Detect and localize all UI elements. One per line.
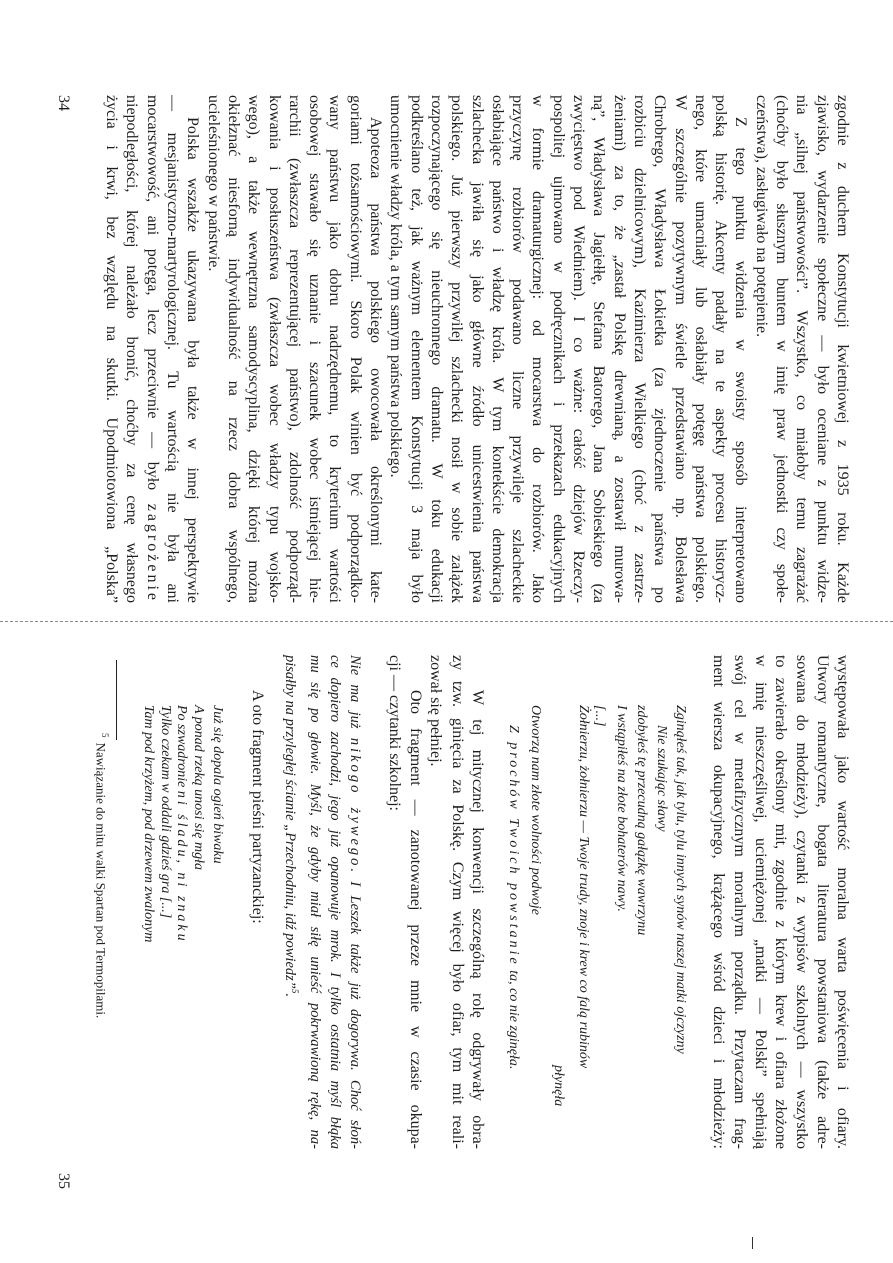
text-line: Z tego punktu widzenia w swoisty sposób interpretowano xyxy=(732,117,750,603)
text-line: Utwory romantyczne, bogata literatura powstaniowa (także adre- xyxy=(814,655,831,1149)
text-line: Oto fragment — zanotowanej przeze mnie w czasie okupa- xyxy=(407,690,424,1149)
text-line: rozbiciu dzielnicowym), Kazimierza Wielkiego (choć z zastrze- xyxy=(631,95,648,603)
text-line: zgodnie z duchem Konstytucji kwietniowej z 1935 roku. Każde xyxy=(834,95,851,603)
text-line: to zawierało określony mit, zgodnie z którym krew i ofiara złożone xyxy=(772,655,789,1149)
text-line: ną”, Władysława Jagiełłę, Stefana Batorego, Jana Sobieskiego (za xyxy=(590,95,608,603)
text-line: występowała jako wartość moralna warta poświęcenia i ofiary. xyxy=(834,655,851,1149)
text-line: w formie dramaturgicznej: od mocarstwa do rozbiorów. Jako xyxy=(529,95,547,603)
right-page xyxy=(0,625,893,1263)
text-line: zwycięstwo pod Wiedniem). I co ważne: całość dziejów Rzeczy- xyxy=(570,95,588,603)
footnote xyxy=(93,733,110,1018)
text-line: zował się pełniej. xyxy=(427,655,444,767)
text-line: goriami tożsamościowymi. Skoro Polak winien być podporządko- xyxy=(346,95,364,603)
text-line: — mesjanistyczno-martyrologicznej. Tu wartością nie była ani xyxy=(164,95,182,603)
text-line: ment wiersza okupacyjnego, krążącego wśród dzieci i młodzieży: xyxy=(710,655,727,1149)
footnote-reference[interactable]: 5 xyxy=(290,988,300,994)
text-line: cji — czytanki szkolnej: xyxy=(386,655,403,811)
spaced-emphasis: nikogo żywego xyxy=(347,737,363,869)
text-line: I wstąpiłeś na złote bohaterów nawy. xyxy=(614,705,629,912)
text-line: W szczególnie pozytywnym świetle przedstawiano np. Bolesława xyxy=(671,95,689,603)
text-line: zdobyłeś tę przecudną gałązkę wawrzynu xyxy=(634,705,649,936)
text-line: przyczynę rozbiorów podawano liczne przywileje szlacheckie xyxy=(509,95,527,603)
text-line: polską historię. Akcenty padały na te aspekty procesu historycz- xyxy=(712,95,730,603)
text-line: życia i krwi, bez względu na skutki. Upodmiotowiona „Polska” xyxy=(103,95,121,603)
text-line: Żołnierzu, żołnierzu — Twoje trudy, znoje i krew co falą rubinów xyxy=(576,705,591,1069)
text-line: nego, które umacniały lub osłabiały potęgę państwa polskiego. xyxy=(691,95,709,603)
scan-mark xyxy=(752,1237,753,1249)
text-line: [...] xyxy=(592,705,607,727)
text-line: Już się dopala ogień biwaku xyxy=(210,705,225,864)
text-line: (choćby było słusznym buntem w imię praw jednostki czy społe- xyxy=(773,95,791,603)
text-line: osobowej stawało się uznanie i szacunek wobec istniejącej hie- xyxy=(306,95,324,603)
text-line: A ponad rzeką unosi się mgła xyxy=(191,705,206,871)
spaced-emphasis: zagrożenie xyxy=(143,503,161,603)
text-line: polskiego. Już pierwszy przywilej szlachecki nosił w sobie zalążek xyxy=(448,95,466,603)
text-line: kowania i posłuszeństwa (zwłaszcza wobec władzy typu wojsko- xyxy=(265,95,283,603)
text-line: Apoteoza państwa polskiego owocowała określonymi kate- xyxy=(367,117,385,603)
page-number-left: 34 xyxy=(55,95,72,111)
text-line: Z prochów Twoich powstanie ta, co nie zginęła. xyxy=(506,725,521,1070)
page-number-right: 35 xyxy=(55,1173,72,1189)
text-line: Nie ma już nikogo żywego. I Leszek także już dogorywa. Choć słoń- xyxy=(347,655,363,1149)
text-line: niepodległości, której należało bronić, choćby za cenę własnego xyxy=(123,95,141,603)
text-line: ce dopiero zachodzi, jego już opanowuje mrok. I tylko ostatnia myśl błąka xyxy=(327,655,343,1149)
text-line: swój cel w metafizycznym moralnym porządku. Przytaczam frag- xyxy=(731,655,748,1149)
text-line: żeniami) za to, że „zastał Polskę drewnianą, a zostawił murowa- xyxy=(610,95,628,603)
text-line: rozpoczynającego się nieuchronnego dramatu. W toku edukacji xyxy=(428,95,445,603)
text-line: Chrobrego, Władysława Łokietka (za zjednoczenie państwa po xyxy=(651,95,669,603)
footnote-text: Nawiązanie do mitu walki Spartan pod Termopilami. xyxy=(93,742,109,1019)
text-line: sowana do młodzieży), czytanki z wypisów szkolnych — wszystko xyxy=(793,655,810,1149)
text-line: rarchii (zwłaszcza reprezentującej państwo), zdolność podporząd- xyxy=(285,95,303,603)
text-line: ucieleśnionego w państwie. xyxy=(204,95,222,272)
text-line: Tam pod krzyżem, pod drzewem zwalonym xyxy=(141,705,156,943)
text-line: podkreślano też, jak ważnym elementem Konstytucji 3 maja było xyxy=(407,95,425,603)
text-line: mocarstwowość, ani potęga, lecz przeciwnie — było zagrożenie xyxy=(143,95,161,603)
text-line: nia „silnej państwowości”. Wszystko, co miałoby temu zagrażać xyxy=(793,95,811,603)
text-line: Zginąłeś tak, jak tylu, tylu innych synów naszej matki ojczyzny xyxy=(673,705,688,1054)
text-line: Nie szukając sławy xyxy=(654,725,669,832)
text-line: okiełznać niesforną indywidualność na rzecz dobra wspólnego, xyxy=(225,95,242,603)
text-line: pospolitej ujmowano w podręcznikach i przekazach edukacyjnych xyxy=(549,95,567,603)
text-line: A oto fragment pieśni partyzanckiej: xyxy=(249,690,266,924)
text-line: wego), a także wewnętrzna samodyscyplina, dzięki której można xyxy=(245,95,263,603)
text-line: zy tzw. ginięcia za Polskę. Czym więcej było ofiar, tym mit reali- xyxy=(449,655,466,1149)
text-line: Po szwadronie ni śladu, ni znaku xyxy=(174,705,189,944)
text-line: pisałby na przyległej ścianie „Przechodniu, idź powiedz”$^5$. xyxy=(282,655,300,998)
spaced-emphasis: Z prochów Twoich powstanie xyxy=(506,725,521,967)
text-line: zjawisko, wydarzenie społeczne — było oceniane z punktu widze- xyxy=(813,95,831,603)
text-line: umocnienie władzy króla, a tym samym państwa polskiego. xyxy=(387,95,405,478)
left-page xyxy=(0,0,893,620)
text-line: osłabiające państwo i władzę króla. W tym kontekście demokracja xyxy=(488,95,506,603)
footnote-marker: 5 xyxy=(100,733,110,738)
text-line: mu się po głowie. Myśl, że gdyby miał siłę unieść pokrwawioną rękę, na- xyxy=(307,655,323,1149)
text-line: W tej mitycznej konwencji szczególną rolę odgrywały obra- xyxy=(469,690,486,1149)
text-line: płynęła xyxy=(551,1065,566,1107)
footnote-rule xyxy=(116,660,117,740)
text-line: Polska wszakże ukazywana była także w innej perspektywie xyxy=(184,117,202,603)
text-line: Otworzą nam złote wolności podwoje xyxy=(528,705,543,916)
page-fold-divider xyxy=(0,621,893,622)
text-line: wany państwu jako dobru nadrzędnemu, to kryterium wartości xyxy=(326,95,344,603)
text-line: Tylko czekam w oddali gdzieś gra [...] xyxy=(158,705,173,919)
text-line: czeństwa), zasługiwało na potępienie. xyxy=(752,95,770,338)
text-line: w imię nieszczęśliwej, uciemiężonej „matki — Polski” spełniają xyxy=(752,655,769,1149)
text-line: szlachecka jawiła się jako główne źródło unicestwienia państwa xyxy=(468,95,486,603)
spaced-emphasis: ni śladu, ni znaku xyxy=(174,790,189,944)
